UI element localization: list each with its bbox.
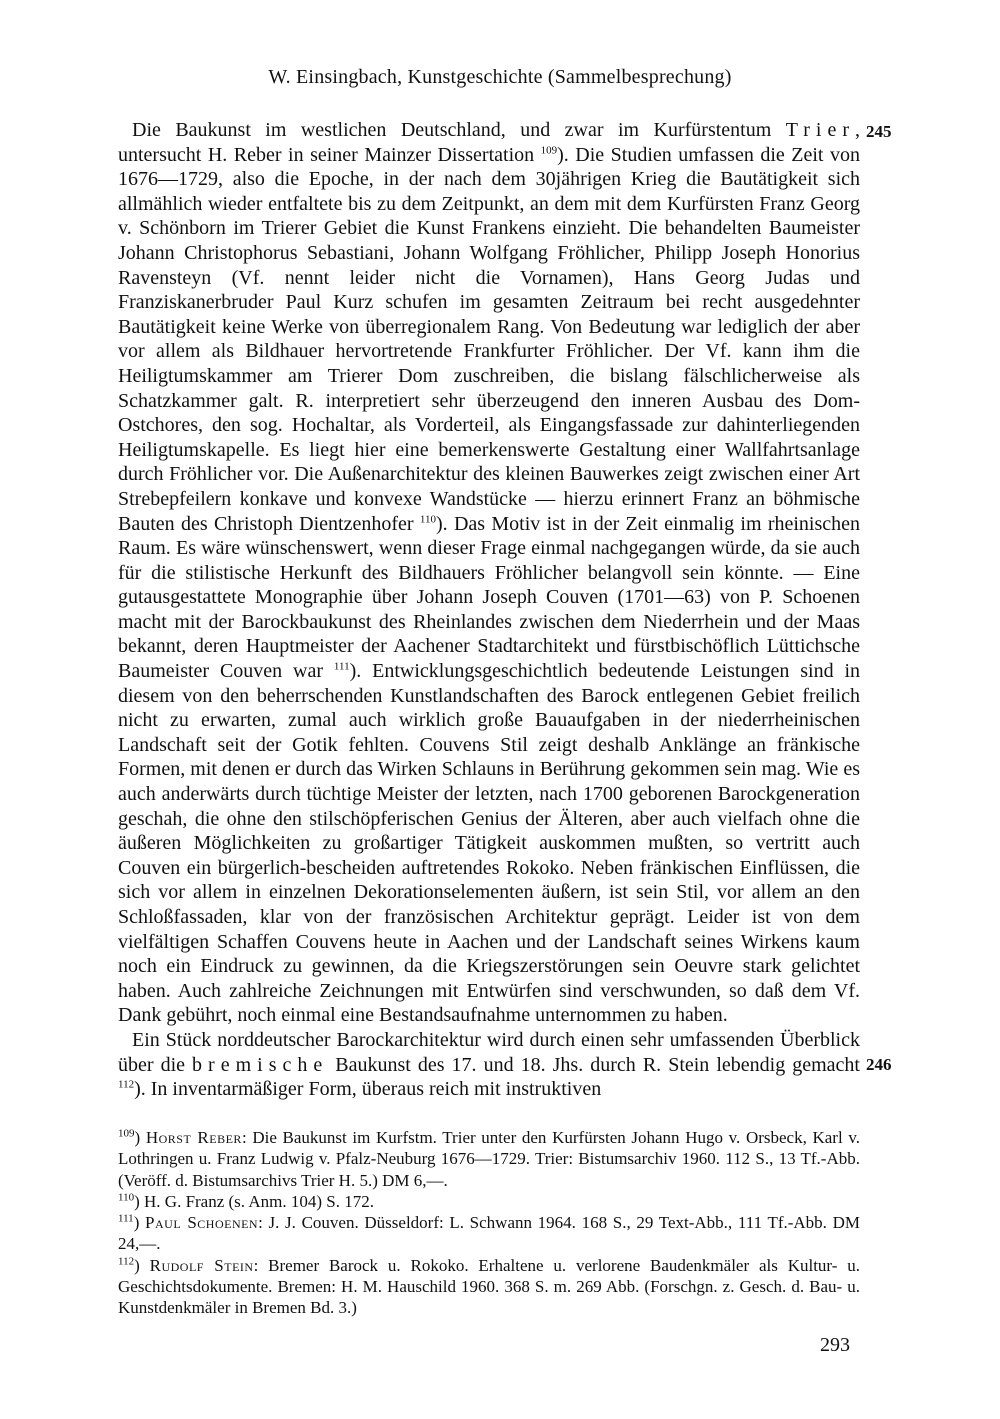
p2-spaced-word: bremische (192, 1053, 329, 1076)
footnote-number: 112 (118, 1255, 135, 1268)
p1-text-c: ). Die Studien umfassen die Zeit von 1676—1729, also die Epoche, in der nach dem 30jährigen Krieg die Bautätigkeit sich allmählich wieder entfaltete bis zu dem Zeitpunkt, an dem mit dem Kurfürsten Franz Georg v. Schönborn im Trierer Gebiet die Kunst Frankens einzieht. Die behandelten Baumeister Johann Christophorus Sebastiani, Johann Wolfgang Fröhlicher, Philipp Joseph Honorius Ravensteyn (Vf. nennt leider nicht die Vornamen), Hans Georg Judas und Franziskanerbruder Paul Kurz schufen im gesamten Zeitraum bei recht ausgedehnter Bautätigkeit keine Werke von überregionalem Rang. Von Bedeutung war lediglich der aber vor allem als Bildhauer hervortretende Frankfurter Fröhlicher. Der Vf. kann ihm die Heiligtumskammer am Trierer Dom zuschreiben, die bislang fälschlicherweise als Schatzkammer galt. R. interpretiert sehr überzeugend den inneren Ausbau des Dom-Ostchores, den sog. Hochaltar, als Vorderteil, als Eingangsfassade zur dahinterliegenden Heiligtumskapelle. Es liegt hier eine bemerkenswerte Gestaltung einer Wallfahrtsanlage durch Fröhlicher vor. Die Außenarchitektur des kleinen Bauwerkes zeigt zwischen einer Art Strebepfeilern konkave und konvexe Wandstücke — hierzu erinnert Franz an böhmische Bauten des Christoph Dientzenhofer (118, 143, 860, 535)
footnotes (118, 1127, 860, 1319)
page-number: 293 (820, 1334, 850, 1356)
p2-text-c: ). In inventarmäßiger Form, überaus reich mit instruktiven (134, 1078, 602, 1101)
footnote-author: Paul Schoenen (145, 1213, 259, 1233)
footnote-author: Horst Reber (145, 1128, 242, 1147)
footnote-112: $^{112}$) Rudolf Stein: Bremer Barock u. Rokoko. Erhaltene u. verlorene Baudenkmäler als Kultur- u. Geschichtsdokumente. Bremen: H. M. Hauschild 1960. 368 S. m. 269 Abb. (Forschgn. z. Gesch. d. Bau- u. Kunstdenkmäler in Bremen Bd. 3.) (118, 1255, 861, 1318)
footnote-text: : Die Baukunst im Kurfstm. Trier unter den Kurfürsten Johann Hugo v. Orsbeck, Karl v. Lothringen u. Franz Ludwig v. Pfalz-Neuburg 1676—1729. Trier: Bistumsarchiv 1960. 112 S., 13 Tf.-Abb. (Veröff. d. Bistumsarchivs Trier H. 5.) DM 6,—. (118, 1128, 860, 1190)
p1-text-a: Die Baukunst im westlichen Deutschland, und zwar im Kurfürstentum (132, 119, 786, 141)
margin-number-245: 245 (866, 122, 892, 141)
p2-text-b: Baukunst des 17. und 18. Jhs. durch R. Stein lebendig gemacht (328, 1053, 860, 1076)
footnote-109: $^{109}$) Horst Reber: Die Baukunst im Kurfstm. Trier unter den Kurfürsten Johann Hugo v. Orsbeck, Karl v. Lothringen u. Franz Ludwig v. Pfalz-Neuburg 1676—1729. Trier: Bistumsarchiv 1960. 112 S., 13 Tf.-Abb. (Veröff. d. Bistumsarchivs Trier H. 5.) DM 6,—. (118, 1127, 860, 1190)
margin-number-246: 246 (866, 1055, 892, 1074)
p1-spaced-word: Trier (785, 119, 855, 141)
footnote-ref-111: 111 (333, 660, 350, 673)
footnote-number: 109 (118, 1127, 135, 1140)
paragraph-2 (118, 1028, 860, 1102)
footnote-110: $^{110}$) H. G. Franz (s. Anm. 104) S. 172. (118, 1191, 374, 1211)
footnote-number: 111 (118, 1212, 134, 1225)
paragraph-1 (118, 118, 860, 1028)
footnote-number: 110 (118, 1191, 135, 1204)
footnote-author: Rudolf Stein (149, 1255, 254, 1275)
footnote-text: H. G. Franz (s. Anm. 104) S. 172. (144, 1191, 374, 1211)
p1-text-d: ). Das Motiv ist in der Zeit einmalig im rheinischen Raum. Es wäre wünschenswert, wenn dieser Frage einmal nachgegangen würde, da sie auch für die stilistische Herkunft des Bildhauers Fröhlicher belangvoll sein könnte. — Eine gutausgestattete Monographie über Johann Joseph Couven (1701—63) von P. Schoenen macht mit der Barockbaukunst des Rheinlandes zwischen dem Niederrhein und der Maas bekannt, deren Hauptmeister der Aachener Stadtarchitekt und fürstbischöflich Lüttichsche Baumeister Couven war (118, 512, 861, 683)
p1-text-b: , untersucht H. Reber in seiner Mainzer Dissertation (118, 119, 860, 166)
footnote-111: $^{111}$) Paul Schoenen: J. J. Couven. Düsseldorf: L. Schwann 1964. 168 S., 29 Text-Abb., 111 Tf.-Abb. DM 24,—. (118, 1212, 860, 1254)
footnote-text: : Bremer Barock u. Rokoko. Erhaltene u. verlorene Baudenkmäler als Kultur- u. Geschichtsdokumente. Bremen: H. M. Hauschild 1960. 368 S. m. 269 Abb. (Forschgn. z. Gesch. d. Bau- u. Kunstdenkmäler in Bremen Bd. 3.) (118, 1255, 861, 1318)
footnote-ref-110: 110 (419, 512, 436, 525)
running-header: W. Einsingbach, Kunstgeschichte (Sammelbesprechung) (268, 66, 732, 88)
footnote-ref-109: 109 (540, 143, 558, 156)
main-text (118, 118, 860, 1102)
footnote-text: : J. J. Couven. Düsseldorf: L. Schwann 1964. 168 S., 29 Text-Abb., 111 Tf.-Abb. DM 24,—. (118, 1213, 860, 1254)
p2-text-a: Ein Stück norddeutscher Barockarchitektur wird durch einen sehr umfassenden Überblick über die (118, 1028, 860, 1076)
p1-text-e: ). Entwicklungsgeschichtlich bedeutende Leistungen sind in diesem von den beherrschenden Kunstlandschaften des Barock entlegenen Gebiet freilich nicht zu erwarten, zumal auch wirklich große Bauaufgaben in der niederrheinischen Landschaft seit der Gotik fehlten. Couvens Stil zeigt deshalb Anklänge an fränkische Formen, mit denen er durch das Wirken Schlauns in Berührung gekommen sein mag. Wie es auch anderwärts durch tüchtige Meister der letzten, nach 1700 geborenen Barockgeneration geschah, die ohne den stilschöpferischen Genius der Älteren, aber auch vielfach ohne die äußeren Möglichkeiten zu großartiger Tätigkeit auskommen mußten, so vertritt auch Couven ein bürgerlich-bescheiden auftretendes Rokoko. Neben fränkischen Einflüssen, die sich vor allem in einzelnen Dekorationselementen äußern, ist sein Stil, vor allem an den Schloßfassaden, klar von der französischen Architektur geprägt. Leider ist von dem vielfältigen Schaffen Couvens heute in Aachen und der Landschaft seines Wirkens kaum noch ein Eindruck zu gewinnen, da die Kriegszerstörungen sein Oeuvre stark gelichtet haben. Auch zahlreiche Zeichnungen mit Entwürfen sind verschwunden, so daß dem Vf. Dank gebührt, noch einmal eine Bestandsaufnahme unternommen zu haben. (118, 660, 860, 1027)
footnote-ref-112: 112 (118, 1078, 135, 1091)
